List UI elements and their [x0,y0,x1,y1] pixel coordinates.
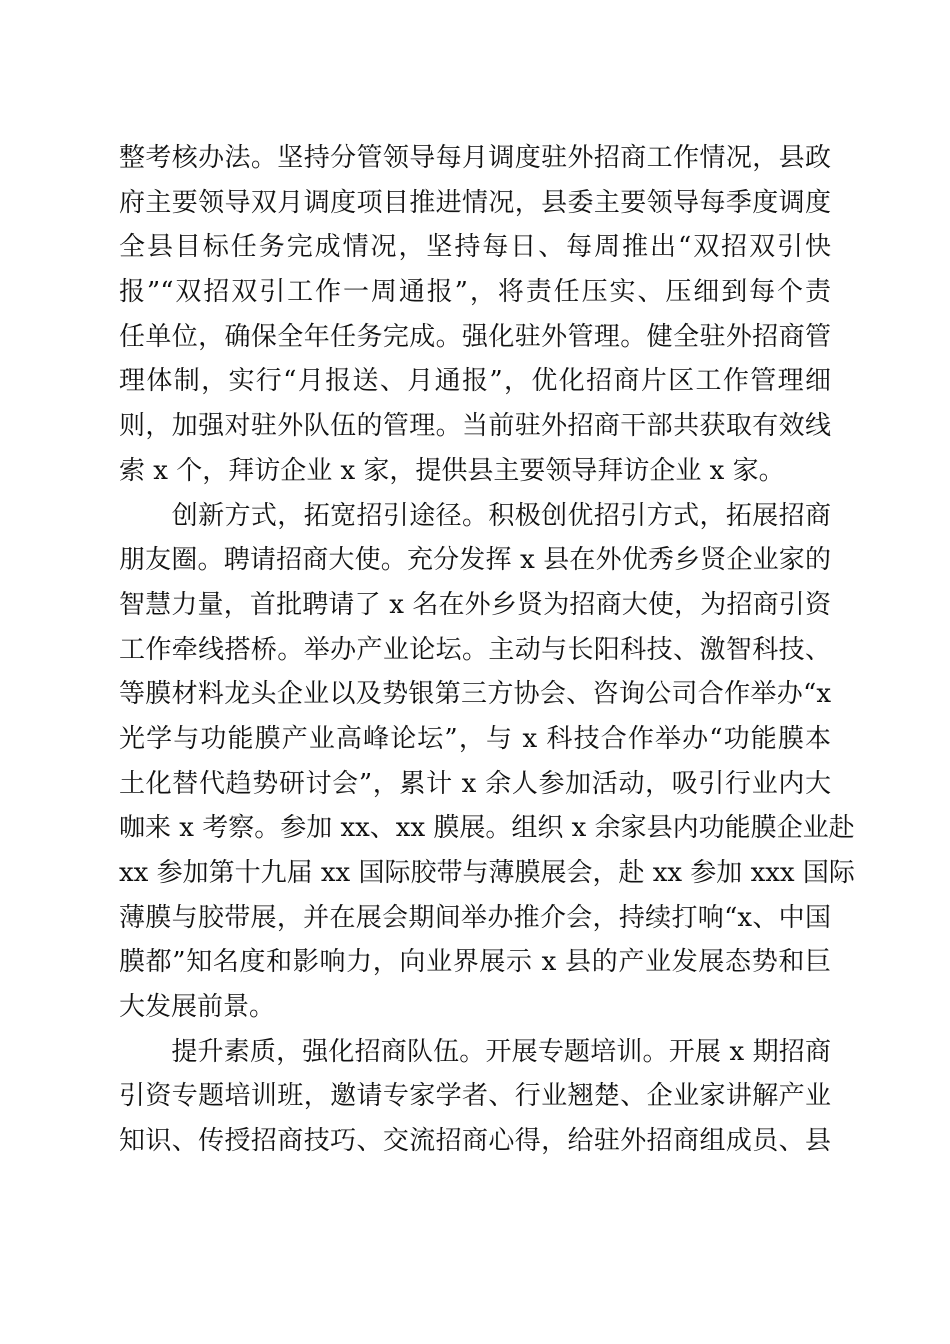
text-line: 府主要领导双月调度项目推进情况，县委主要领导每季度调度 [119,187,831,218]
text-line: 膜都”知名度和影响力，向业界展示 x 县的产业发展态势和巨 [119,947,831,978]
document-body [119,136,855,1164]
text-line: 等膜材料龙头企业以及势银第三方协会、咨询公司合作举办“x [119,679,831,710]
paragraph-3 [119,1030,831,1164]
text-line: 任单位，确保全年任务完成。强化驻外管理。健全驻外招商管 [119,321,831,352]
text-line: 智慧力量，首批聘请了 x 名在外乡贤为招商大使，为招商引资 [119,589,831,620]
text-line: 报”“双招双引工作一周通报”，将责任压实、压细到每个责 [119,277,831,308]
text-line: xx 参加第十九届 xx 国际胶带与薄膜展会，赴 xx 参加 xxx 国际 [119,858,855,888]
text-line: 大发展前景。 [119,992,276,1023]
text-line: 索 x 个，拜访企业 x 家，提供县主要领导拜访企业 x 家。 [119,455,785,486]
text-line: 朋友圈。聘请招商大使。充分发挥 x 县在外优秀乡贤企业家的 [119,545,831,576]
text-line: 创新方式，拓宽招引途径。积极创优招引方式，拓展招商 [119,500,831,531]
text-line: 工作牵线搭桥。举办产业论坛。主动与长阳科技、激智科技、 [119,634,831,665]
text-line: 薄膜与胶带展，并在展会期间举办推介会，持续打响“x、中国 [119,902,831,933]
text-line: 土化替代趋势研讨会”，累计 x 余人参加活动，吸引行业内大 [119,768,831,799]
text-line: 知识、传授招商技巧、交流招商心得，给驻外招商组成员、县 [119,1126,831,1157]
text-line: 光学与功能膜产业高峰论坛”，与 x 科技合作举办“功能膜本 [119,723,831,754]
text-line: 则，加强对驻外队伍的管理。当前驻外招商干部共获取有效线 [119,411,831,442]
text-line: 引资专题培训班，邀请专家学者、行业翘楚、企业家讲解产业 [119,1081,831,1112]
text-line: 理体制，实行“月报送、月通报”，优化招商片区工作管理细 [119,366,831,397]
paragraph-2 [119,494,855,1030]
text-line: 全县目标任务完成情况，坚持每日、每周推出“双招双引快 [119,232,831,263]
paragraph-1 [119,136,831,494]
text-line: 提升素质，强化招商队伍。开展专题培训。开展 x 期招商 [119,1036,831,1067]
text-line: 整考核办法。坚持分管领导每月调度驻外招商工作情况，县政 [119,143,831,173]
text-line: 咖来 x 考察。参加 xx、xx 膜展。组织 x 余家县内功能膜企业赴 [119,813,855,844]
